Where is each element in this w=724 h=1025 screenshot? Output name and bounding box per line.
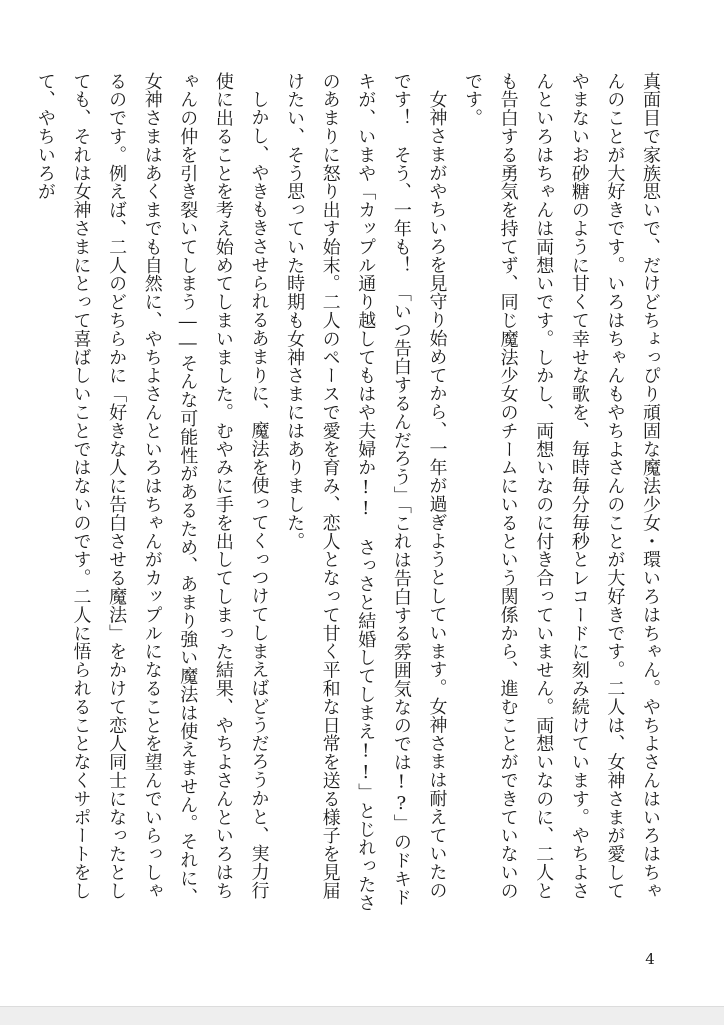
page-bottom-edge: [0, 1006, 724, 1025]
vertical-text-body: [34, 72, 668, 912]
paragraph-2: 女神さまがやちいろを見守り始めてから、一年が過ぎようとしています。女神さまは耐えていたのです！ そう、一年も！ 「いつ告白するんだろう」「これは告白する雰囲気なのでは!?」のドキドキが、いまや「カップル通り越してもはや夫婦か!! さっさと結婚してしまえ!!」とじれったさのあまりに怒り出す始末。二人のペースで愛を育み、恋人となって甘く平和な日常を送る様子を見届けたい、そう思っていた時期も女神さまにはありました。: [284, 72, 448, 912]
page-number: 4: [645, 950, 655, 968]
paragraph-1: 真面目で家族思いで、だけどちょっぴり頑固な魔法少女・環いろはちゃん。やちよさんはいろはちゃんのことが大好きです。いろはちゃんもやちよさんのことが大好きです。二人は、女神さまが愛してやまないお砂糖のように甘くて幸せな歌を、毎時毎分毎秒とレコードに刻み続けています。やちよさんといろはちゃんは両想いです。しかし、両想いなのに付き合っていません。両想いなのに、二人とも告白する勇気を持てず、同じ魔法少女のチームにいるという関係から、進むことができていないのです。: [462, 72, 661, 900]
paragraph-3: しかし、やきもきさせられるあまりに、魔法を使ってくっつけてしまえばどうだろうかと、実力行使に出ることを考え始めてしまいました。むやみに手を出してしまった結果、やちよさんといろはちゃんの仲を引き裂いてしまう――そんな可能性があるため、あまり強い魔法は使えません。それに、女神さまはあくまでも自然に、やちよさんといろはちゃんがカップルになることを望んでいらっしゃるのです。例えば、二人のどちらかに「好きな人に告白させる魔法」をかけて恋人同士になったとしても、それは女神さまにとって喜ばしいことではないのです。二人に悟られることなくサポートをして、やちいろが: [34, 72, 270, 906]
